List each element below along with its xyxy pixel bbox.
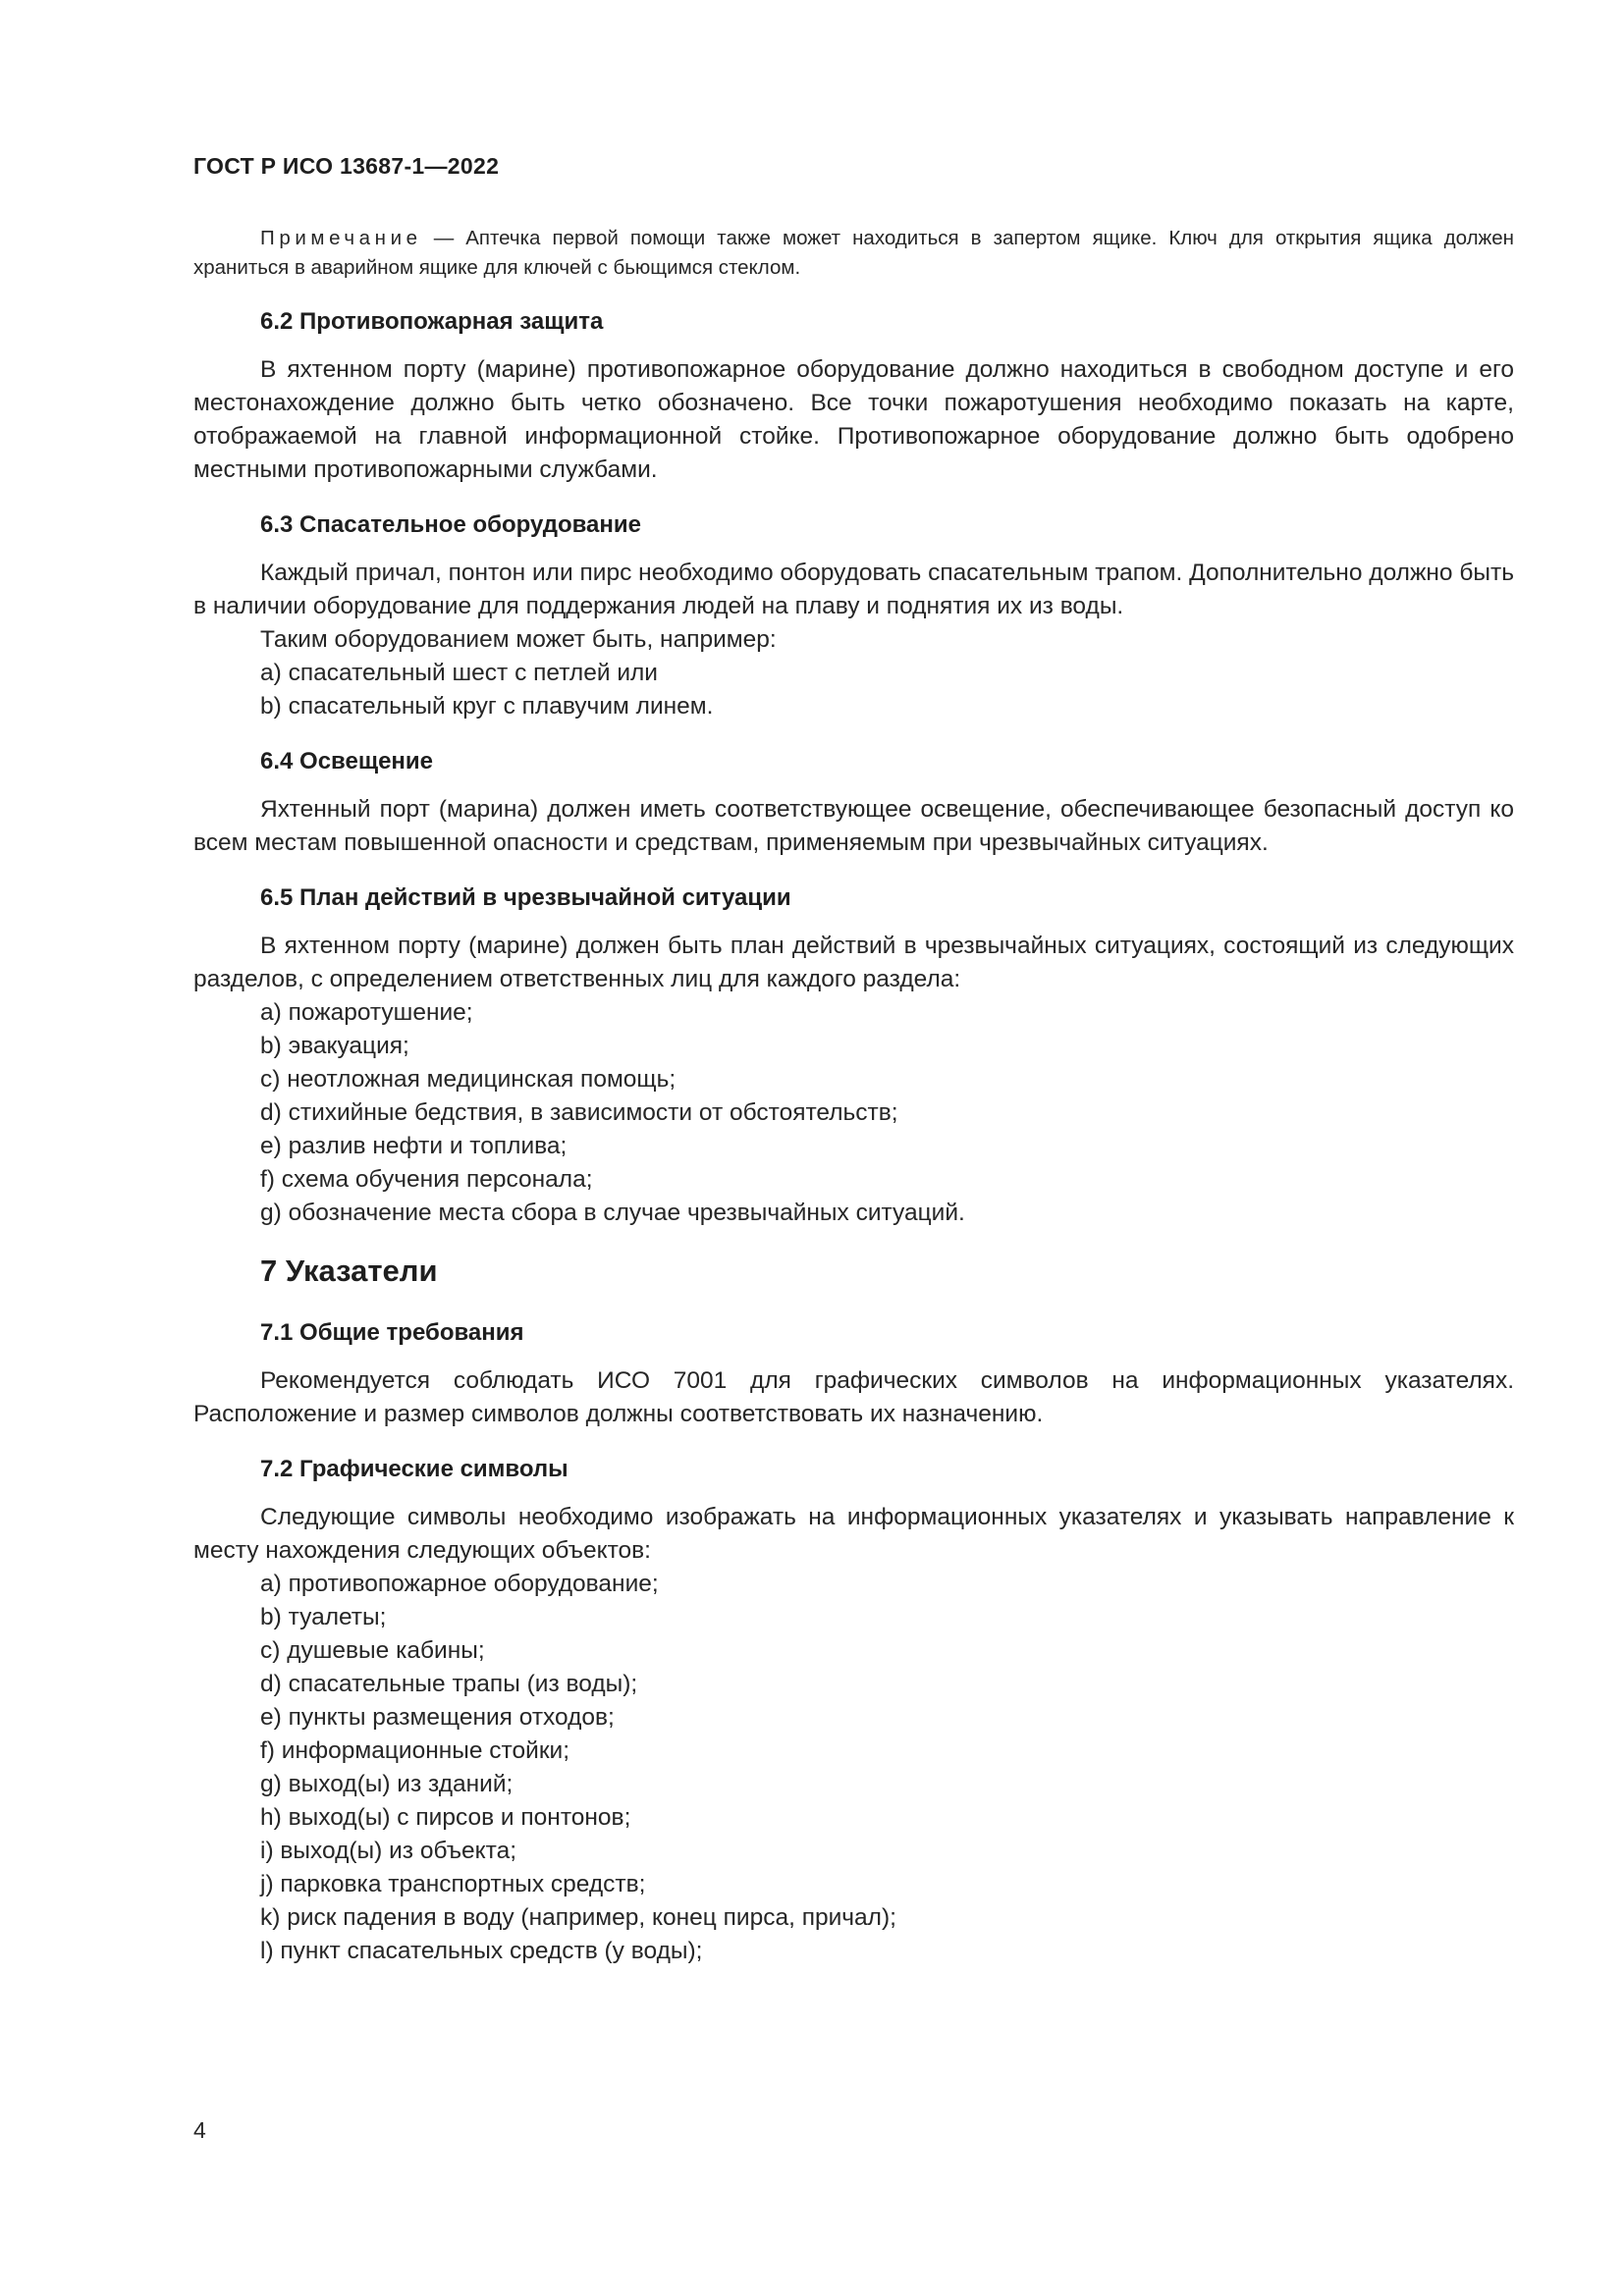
list-item: c) неотложная медицинская помощь; [260, 1066, 677, 1093]
section-heading: 6.2 Противопожарная защита [260, 308, 604, 335]
section-6-4 [193, 745, 1514, 860]
list-item: f) схема обучения персонала; [260, 1166, 593, 1193]
paragraph: Каждый причал, понтон или пирс необходимо оборудовать спасательным трапом. Дополнительно должно быть в наличии оборудование для поддержания людей на плаву и поднятия их из воды. [193, 560, 1514, 619]
paragraph: Рекомендуется соблюдать ИСО 7001 для графических символов на информационных указателях. Расположение и размер символов должны соответствовать их назначению. [193, 1367, 1514, 1427]
item-list [193, 657, 1514, 723]
section-6-5 [193, 881, 1514, 1230]
list-item: i) выход(ы) из объекта; [260, 1838, 517, 1864]
chapter-heading: 7 Указатели [260, 1254, 438, 1288]
section-6-3 [193, 508, 1514, 723]
paragraph: В яхтенном порту (марине) должен быть план действий в чрезвычайных ситуациях, состоящий из следующих разделов, с определением ответственных лиц для каждого раздела: [193, 933, 1514, 992]
list-item: a) противопожарное оборудование; [260, 1571, 659, 1597]
section-6-2 [193, 305, 1514, 487]
list-item: k) риск падения в воду (например, конец пирса, причал); [260, 1904, 896, 1931]
note-label: Примечание [260, 227, 422, 249]
list-item: h) выход(ы) с пирсов и понтонов; [260, 1804, 631, 1831]
list-item: c) душевые кабины; [260, 1637, 485, 1664]
section-heading: 7.2 Графические символы [260, 1456, 568, 1482]
list-item: j) парковка транспортных средств; [260, 1871, 646, 1897]
list-item: a) спасательный шест с петлей или [260, 660, 658, 686]
document-header: ГОСТ Р ИСО 13687-1—2022 [193, 153, 500, 179]
page-number: 4 [193, 2117, 206, 2143]
list-item: g) выход(ы) из зданий; [260, 1771, 514, 1797]
list-item: d) спасательные трапы (из воды); [260, 1671, 638, 1697]
list-item: f) информационные стойки; [260, 1737, 570, 1764]
document-body [193, 224, 1514, 1990]
section-heading: 6.4 Освещение [260, 748, 434, 774]
section-7-2 [193, 1453, 1514, 1968]
section-heading: 6.5 План действий в чрезвычайной ситуации [260, 884, 791, 911]
list-item: e) разлив нефти и топлива; [260, 1133, 568, 1159]
paragraph: Таким оборудованием может быть, например: [260, 626, 777, 653]
list-item: b) спасательный круг с плавучим линем. [260, 693, 714, 720]
note-paragraph [193, 224, 1514, 283]
list-item: g) обозначение места сбора в случае чрезвычайных ситуаций. [260, 1200, 965, 1226]
note-text: — Аптечка первой помощи также может находиться в запертом ящике. Ключ для открытия ящика должен храниться в аварийном ящике для ключей с бьющимся стеклом. [193, 227, 1514, 279]
list-item: b) туалеты; [260, 1604, 387, 1630]
section-7-1 [193, 1316, 1514, 1431]
list-item: b) эвакуация; [260, 1033, 409, 1059]
section-heading: 7.1 Общие требования [260, 1319, 524, 1346]
paragraph: Яхтенный порт (марина) должен иметь соответствующее освещение, обеспечивающее безопасный доступ ко всем местам повышенной опасности и средствам, применяемым при чрезвычайных ситуациях. [193, 796, 1514, 856]
item-list [193, 1568, 1514, 1968]
paragraph: В яхтенном порту (марине) противопожарное оборудование должно находиться в свободном доступе и его местонахождение должно быть четко обозначено. Все точки пожаротушения необходимо показать на карте, отображаемой на главной информационной стойке. Противопожарное оборудование должно быть одобрено местными противопожарными службами. [193, 356, 1514, 483]
list-item: e) пункты размещения отходов; [260, 1704, 615, 1731]
paragraph: Следующие символы необходимо изображать на информационных указателях и указывать направление к месту нахождения следующих объектов: [193, 1504, 1514, 1564]
section-heading: 6.3 Спасательное оборудование [260, 511, 641, 538]
list-item: l) пункт спасательных средств (у воды); [260, 1938, 703, 1964]
list-item: a) пожаротушение; [260, 999, 473, 1026]
item-list [193, 996, 1514, 1230]
list-item: d) стихийные бедствия, в зависимости от обстоятельств; [260, 1099, 898, 1126]
